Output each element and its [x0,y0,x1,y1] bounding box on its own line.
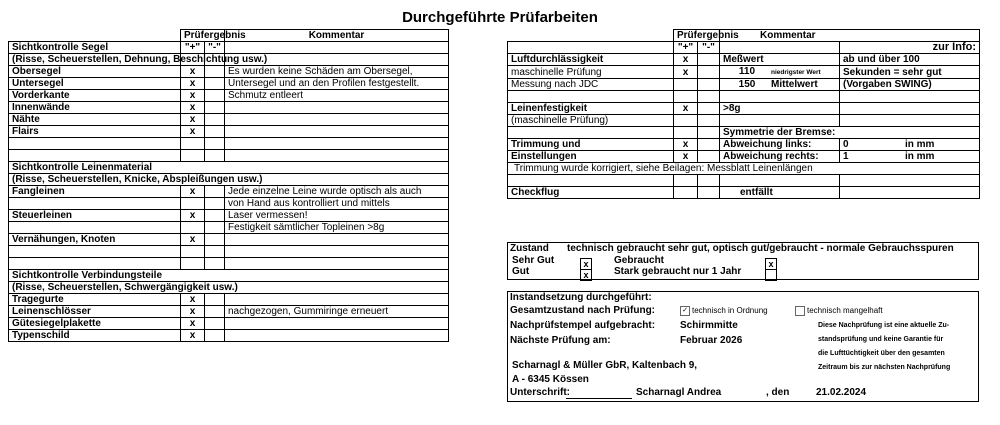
signature-label: Unterschrift: [510,387,571,398]
segel-plus-header: "+" [181,42,205,54]
signature-den: , den [766,387,790,398]
leinen-item-plus [181,198,205,210]
right-minus-header: "-" [698,42,720,54]
verbindung-item-comment: nachgezogen, Gummiringe erneuert [225,306,449,318]
leinen-item-comment: Jede einzelne Leine wurde optisch als auch [225,186,449,198]
gut-checkbox[interactable]: x [580,269,592,281]
verbindung-subtitle: (Risse, Scheuerstellen, Schwergängigkeit usw.) [9,282,449,294]
table-row [9,102,449,114]
verbindung-item-plus: x [181,318,205,330]
left-header-kommentar: Kommentar [225,30,449,42]
abw-rechts-unit: in mm [905,151,935,162]
segel-item-label: Obersegel [9,66,181,78]
leinen-item-label: Fangleinen [9,186,181,198]
luft-info-3: (Vorgaben SWING) [840,79,980,91]
leinen-item-plus [181,222,205,234]
segel-item-comment: Schmutz entleert [225,90,449,102]
table-row [9,198,449,210]
table-row [9,270,449,282]
right-header-kommentar: Kommentar [720,30,980,42]
table-row [9,126,449,138]
gebraucht-label: Gebraucht [614,255,665,266]
leinen-item-comment [225,234,449,246]
gesamt-label: Gesamtzustand nach Prüfung: [510,305,656,316]
table-row [9,282,449,294]
symmetrie-title: Symmetrie der Bremse: [720,127,980,139]
luft-x-1: x [674,54,698,66]
checkflug-val: entfällt [720,187,840,199]
abw-links-unit: in mm [905,139,935,150]
leinen-material-title: Sichtkontrolle Leinenmaterial [9,162,449,174]
table-row [9,30,449,42]
table-row [9,234,449,246]
stempel-label: Nachprüfstempel aufgebracht: [510,320,656,331]
segel-item-plus: x [181,78,205,90]
page-title: Durchgeführte Prüfarbeiten [402,9,598,26]
verbindung-item-plus: x [181,294,205,306]
leinen-item-comment: Festigkeit sämtlicher Topleinen >8g [225,222,449,234]
table-row [9,78,449,90]
company-line-1: Scharnagl & Müller GbR, Kaltenbach 9, [512,360,698,371]
leinen-val: >8g [720,103,840,115]
segel-item-plus: x [181,126,205,138]
segel-title: Sichtkontrolle Segel [9,42,181,54]
table-row [9,306,449,318]
abw-rechts-val: 1 [843,151,849,162]
luft-messwert-label: Meßwert [720,54,840,66]
gut-label: Gut [512,266,530,277]
leinen-item-label: Steuerleinen [9,210,181,222]
table-row [9,318,449,330]
leinen-title: Leinenfestigkeit [508,103,674,115]
table-row [9,54,449,66]
trim-title-2: Einstellungen [508,151,674,163]
sehr-gut-checkbox[interactable]: x [580,258,592,270]
stark-gebraucht-label: Stark gebraucht nur 1 Jahr [614,266,742,277]
disclaimer-4: Zeitraum bis zur nächsten Nachprüfung [818,364,951,371]
leinen-item-comment: Laser vermessen! [225,210,449,222]
next-val: Februar 2026 [680,335,743,346]
luft-title: Luftdurchlässigkeit [508,54,674,66]
table-row [9,174,449,186]
segel-item-label: Vorderkante [9,90,181,102]
segel-item-comment: Untersegel und an den Profilen festgestellt. [225,78,449,90]
table-row [9,246,449,258]
segel-item-label: Untersegel [9,78,181,90]
luft-x-2: x [674,66,698,79]
zustand-label: Zustand [510,243,549,254]
leinen-item-comment: von Hand aus kontrolliert und mittels [225,198,449,210]
leinen-sub: (maschinelle Prüfung) [508,115,674,127]
verbindung-item-comment [225,294,449,306]
segel-item-label: Innenwände [9,102,181,114]
segel-item-label: Nähte [9,114,181,126]
sehr-gut-label: Sehr Gut [512,255,555,266]
left-inspection-table [8,29,449,342]
verbindung-item-label: Typenschild [9,330,181,342]
leinen-item-label [9,222,181,234]
company-line-2: A - 6345 Kössen [512,374,589,385]
table-row [9,330,449,342]
table-row [9,162,449,174]
right-plus-header: "+" [674,42,698,54]
leinen-x: x [674,103,698,115]
left-header-pruefergebnis: Prüfergebnis [181,30,225,42]
trim-title-1: Trimmung und [508,139,674,151]
trim-x-1: x [674,139,698,151]
inst-title: Instandsetzung durchgeführt: [510,292,652,303]
signature-date: 21.02.2024 [816,387,867,398]
verbindung-item-label: Gütesiegelplakette [9,318,181,330]
gesamt-ok-checkbox[interactable]: ✓ [680,306,690,316]
leinen-item-plus: x [181,234,205,246]
luft-note-min: niedrigster Wert [771,69,821,76]
gesamt-ok-label: technisch in Ordnung [692,306,768,315]
segel-item-plus: x [181,102,205,114]
table-row [9,222,449,234]
verbindung-item-label: Tragegurte [9,294,181,306]
verbindung-item-label: Leinenschlösser [9,306,181,318]
verbindung-item-plus: x [181,306,205,318]
segel-minus-header: "-" [205,42,225,54]
gesamt-mangel-checkbox[interactable] [795,306,805,316]
right-inspection-table [507,29,980,199]
leinen-item-plus: x [181,210,205,222]
abw-rechts-label: Abweichung rechts: [720,151,840,163]
zustand-text: technisch gebraucht sehr gut, optisch gut/gebraucht - normale Gebrauchsspuren [567,243,954,254]
stempel-val: Schirmmitte [680,320,738,331]
abw-links-label: Abweichung links: [720,139,840,151]
table-row [9,138,449,150]
table-row [9,294,449,306]
table-row [9,258,449,270]
luft-info-2: Sekunden = sehr gut [840,66,980,79]
segel-subtitle: (Risse, Scheuerstellen, Dehnung, Beschichtung usw.) [9,54,181,66]
segel-item-comment [225,114,449,126]
leinen-item-label [9,198,181,210]
gesamt-mangel-label: technisch mangelhaft [807,306,883,315]
luft-info-1: ab und über 100 [840,54,980,66]
leinen-item-plus: x [181,186,205,198]
disclaimer-3: die Lufttüchtigkeit über den gesamten [818,350,945,357]
verbindung-item-plus: x [181,330,205,342]
verbindung-title: Sichtkontrolle Verbindungsteile [9,270,449,282]
segel-item-comment: Es wurden keine Schäden am Obersegel, [225,66,449,78]
stark-gebraucht-checkbox[interactable] [765,269,777,281]
abw-links-val: 0 [843,139,849,150]
luft-row-jdc: Messung nach JDC [508,79,674,91]
leinen-item-label: Vernähungen, Knoten [9,234,181,246]
verbindung-item-comment [225,318,449,330]
luft-row-maschinell: maschinelle Prüfung [508,66,674,79]
segel-item-plus: x [181,114,205,126]
signature-line [566,398,632,399]
leinen-material-subtitle: (Risse, Scheuerstellen, Knicke, Abspleißungen usw.) [9,174,449,186]
table-row [9,114,449,126]
segel-item-label: Flairs [9,126,181,138]
right-header-pruefergebnis: Prüfergebnis [674,30,720,42]
checkflug-title: Checkflug [508,187,674,199]
table-row [9,186,449,198]
disclaimer-2: standsprüfung und keine Garantie für [818,336,944,343]
zur-info-label: zur Info: [840,42,980,54]
table-row [9,210,449,222]
signature-name: Scharnagl Andrea [636,387,722,398]
verbindung-item-comment [225,330,449,342]
table-row [9,66,449,78]
trim-note: Trimmung wurde korrigiert, siehe Beilagen: Messblatt Leinenlängen [508,163,980,175]
luft-val-mean: 150 [738,79,756,90]
segel-item-comment [225,126,449,138]
segel-item-plus: x [181,90,205,102]
table-row [9,42,449,54]
luft-val-min: 110 [738,66,756,77]
disclaimer-1: Diese Nachprüfung ist eine aktuelle Zu- [818,322,950,329]
trim-x-2: x [674,151,698,163]
table-row [9,150,449,162]
table-row [9,90,449,102]
segel-item-comment [225,102,449,114]
gebraucht-checkbox[interactable]: x [765,258,777,270]
next-label: Nächste Prüfung am: [510,335,611,346]
luft-note-mean: Mittelwert [771,79,818,90]
segel-item-plus: x [181,66,205,78]
